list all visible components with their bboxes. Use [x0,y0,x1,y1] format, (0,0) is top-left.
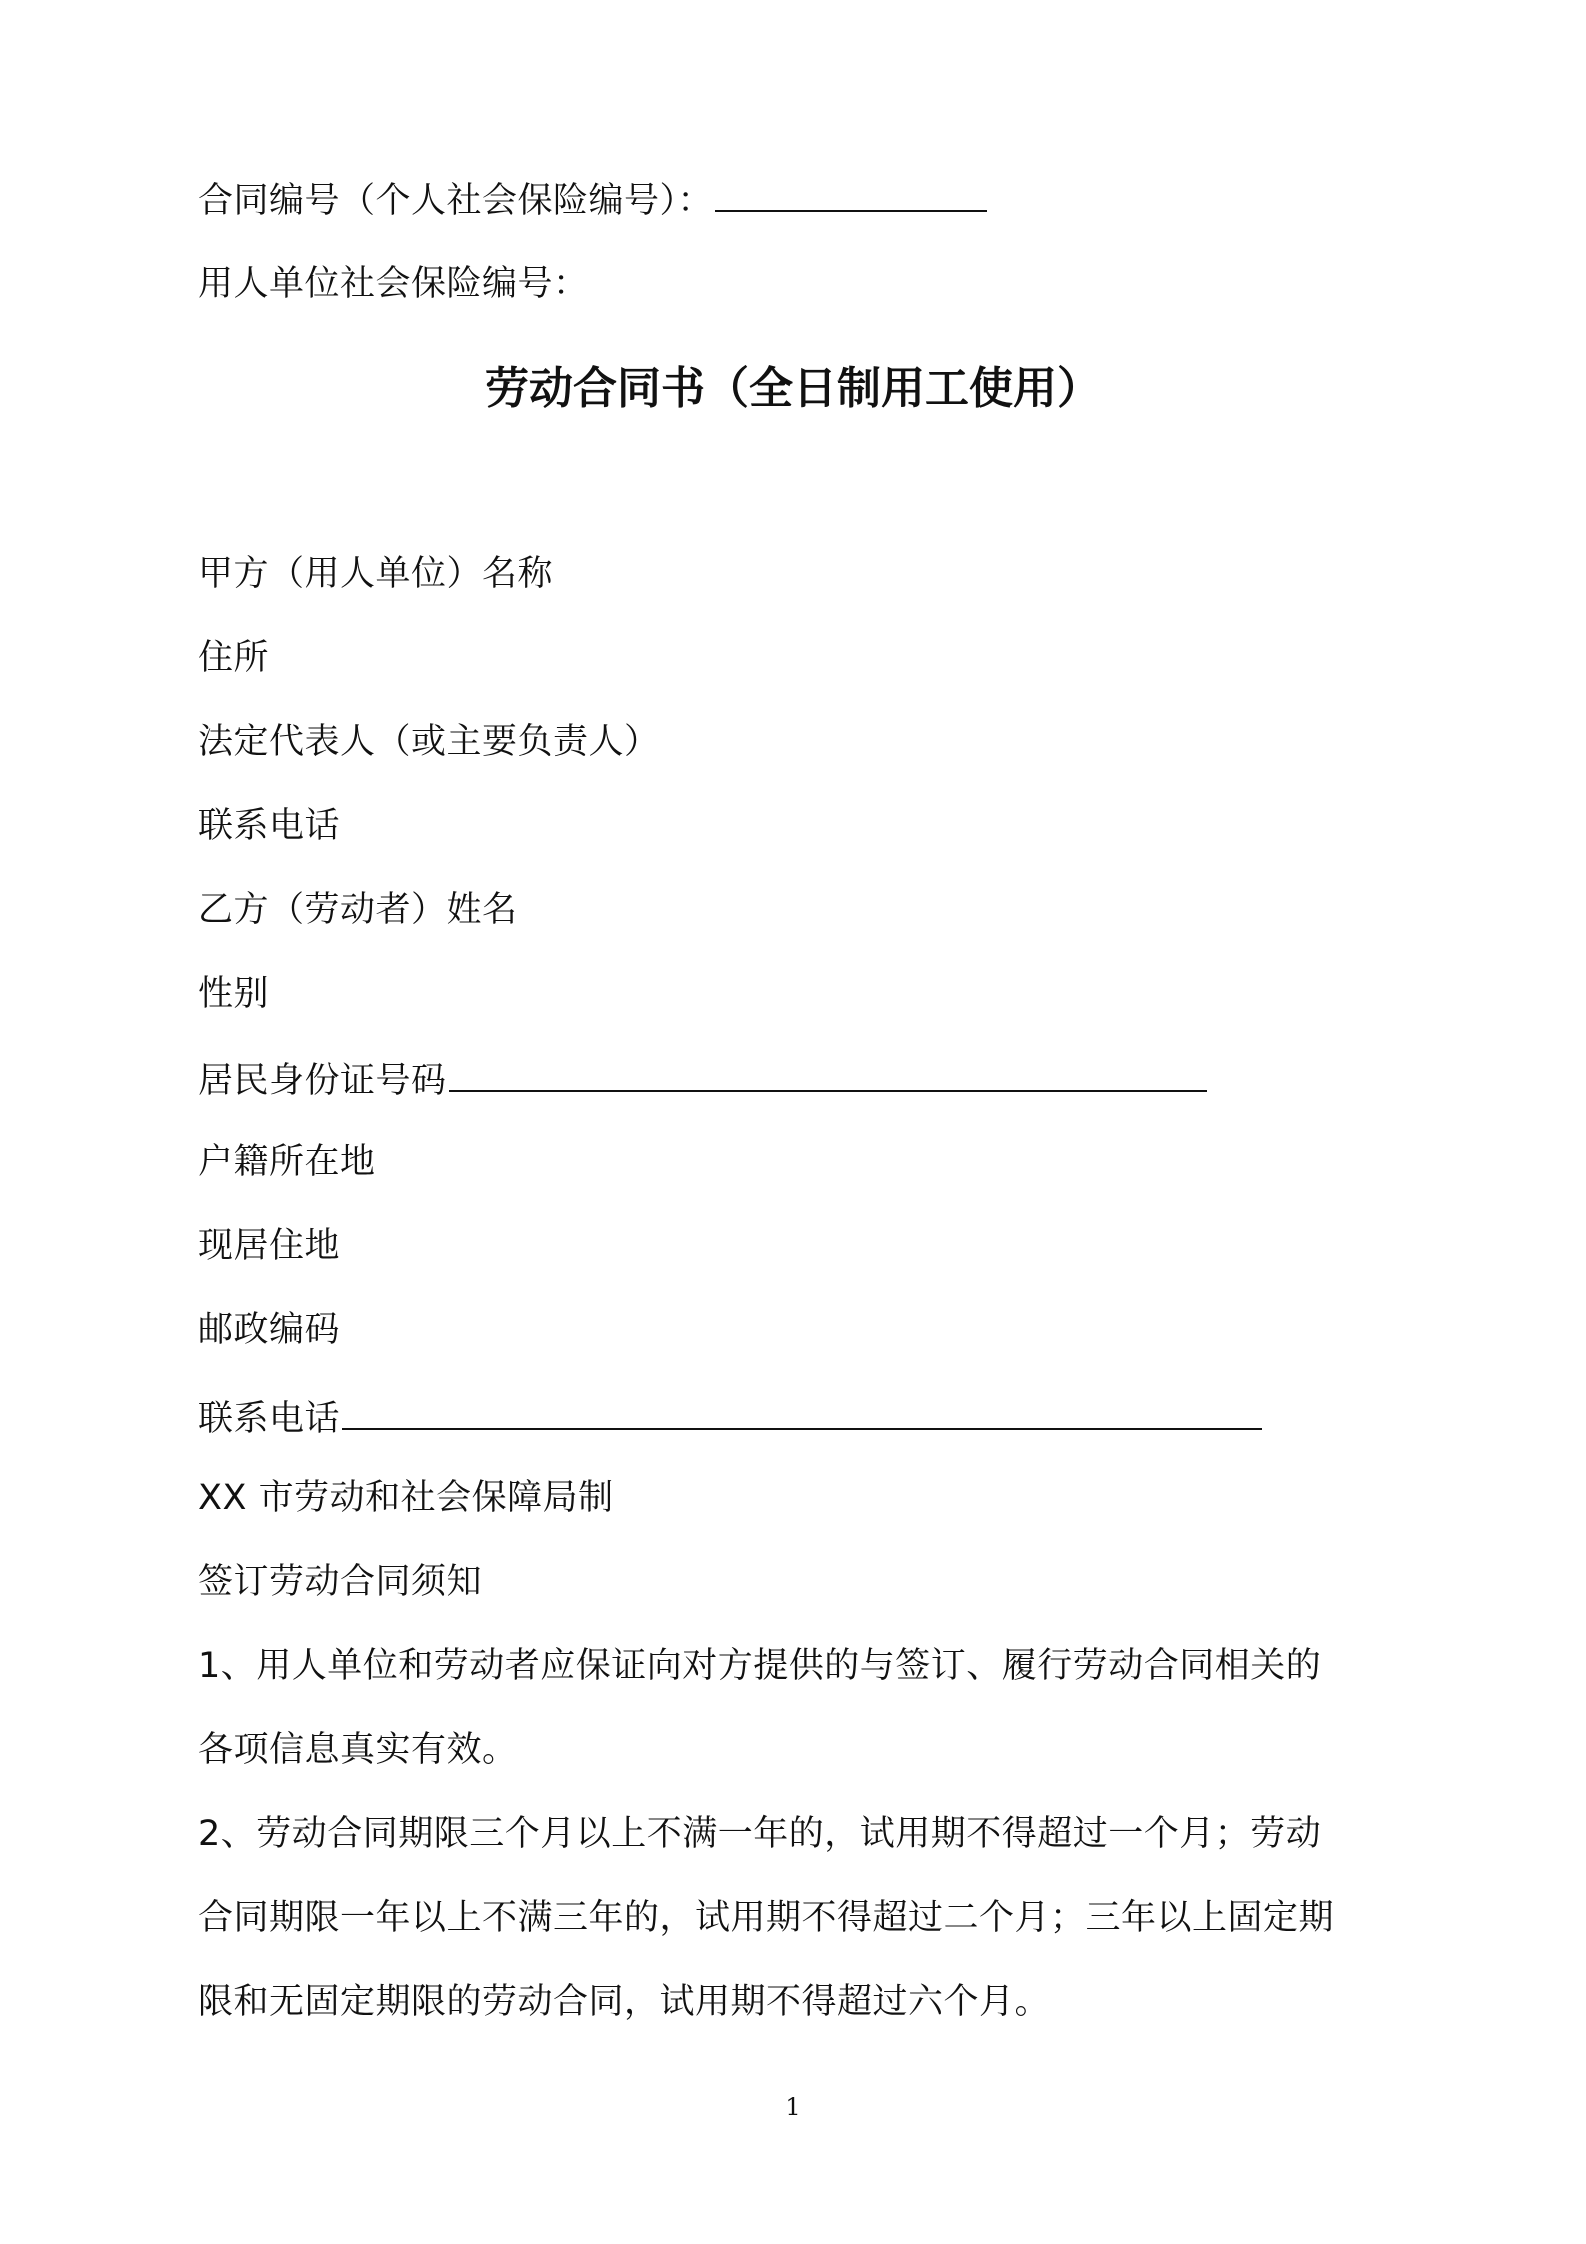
notice-item-2-line-2: 合同期限一年以上不满三年的，试用期不得超过二个月；三年以上固定期 [198,1898,1335,1938]
party-b-phone-label: 联系电话 [198,1399,341,1439]
contract-number-line [198,178,987,223]
notice-heading: 签订劳动合同须知 [198,1562,483,1602]
hukou-label: 户籍所在地 [198,1142,376,1182]
notice-item-2-line-1: 2、劳动合同期限三个月以上不满一年的，试用期不得超过一个月；劳动 [198,1814,1322,1854]
page-number: 1 [785,2093,801,2121]
party-b-name-label: 乙方（劳动者）姓名 [198,890,518,930]
issuer-text: XX 市劳动和社会保障局制 [198,1478,614,1518]
party-b-phone-blank[interactable] [342,1396,1262,1430]
postcode-label: 邮政编码 [198,1310,341,1350]
employer-insurance-line [198,262,589,306]
id-number-line [198,1058,1207,1103]
contract-number-blank[interactable] [715,178,987,212]
party-b-phone-line [198,1396,1262,1441]
id-number-label: 居民身份证号码 [198,1061,447,1101]
notice-item-1-line-2: 各项信息真实有效。 [198,1730,518,1770]
residence-label: 现居住地 [198,1226,341,1266]
party-a-phone-label: 联系电话 [198,806,341,846]
party-a-representative-label: 法定代表人（或主要负责人） [198,722,660,762]
party-a-name-label: 甲方（用人单位）名称 [198,554,554,594]
party-a-address-label: 住所 [198,638,270,678]
document-title: 劳动合同书（全日制用工使用） [485,363,1101,414]
id-number-blank[interactable] [449,1058,1207,1092]
contract-number-label: 合同编号（个人社会保险编号）： [198,181,714,221]
party-b-gender-label: 性别 [198,974,270,1014]
employer-insurance-label: 用人单位社会保险编号： [198,264,589,304]
notice-item-2-line-3: 限和无固定期限的劳动合同，试用期不得超过六个月。 [198,1982,1051,2022]
notice-item-1-line-1: 1、用人单位和劳动者应保证向对方提供的与签订、履行劳动合同相关的 [198,1646,1322,1686]
